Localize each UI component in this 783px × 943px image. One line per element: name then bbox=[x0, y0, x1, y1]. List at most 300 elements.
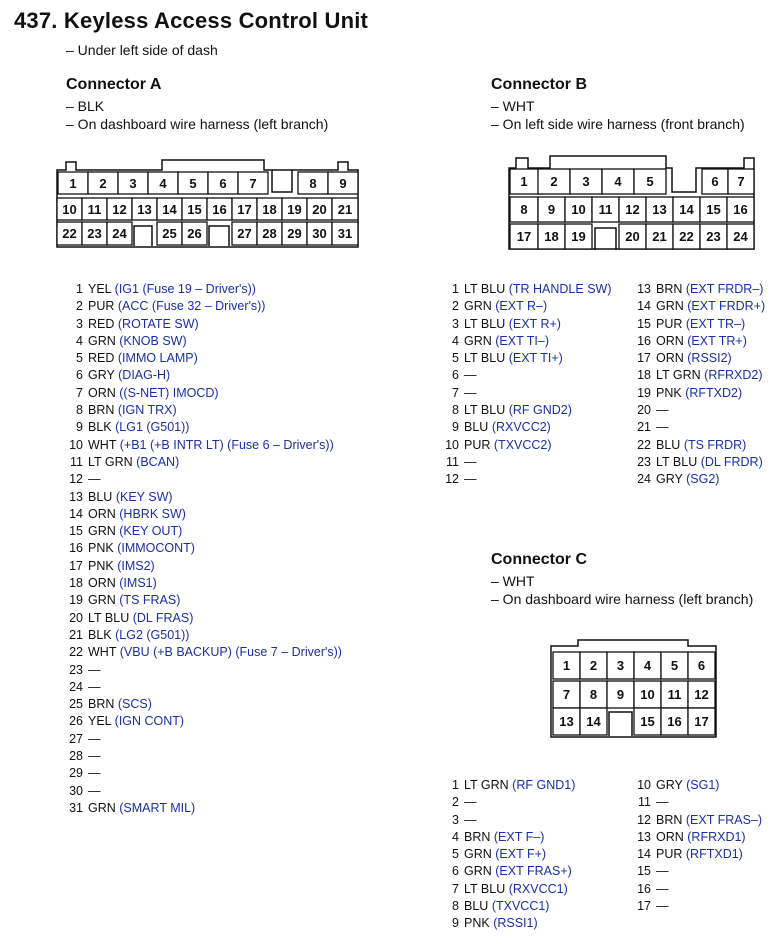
pin-label: 18 bbox=[262, 202, 277, 217]
pin-number: 11 bbox=[70, 454, 83, 469]
pin-number: 8 bbox=[452, 403, 459, 418]
pin-number: 10 bbox=[637, 778, 651, 792]
wire-color: BLK bbox=[88, 627, 112, 642]
connector-c-pin-list-left bbox=[440, 777, 575, 933]
signal-name: (KEY OUT) bbox=[119, 524, 183, 539]
wire-color: GRN bbox=[88, 593, 116, 608]
wire-color: — bbox=[88, 783, 101, 798]
signal-name: (EXT FRDR–) bbox=[685, 282, 764, 296]
pin-label: 6 bbox=[219, 176, 227, 191]
signal-name: (TR HANDLE SW) bbox=[508, 282, 612, 296]
wire-color: PNK bbox=[656, 385, 682, 400]
wire-color: — bbox=[464, 385, 477, 400]
pin-label: 22 bbox=[679, 229, 694, 244]
pin-row bbox=[629, 454, 765, 471]
signal-name: (TXVCC1) bbox=[491, 899, 550, 914]
wire-color: ORN bbox=[656, 829, 684, 844]
pin-label: 5 bbox=[670, 658, 679, 673]
pin-row bbox=[64, 523, 342, 540]
wire-color: LT GRN bbox=[656, 368, 701, 383]
connector-b-location: – On left side wire harness (front branch) bbox=[491, 116, 745, 132]
pin-number: 6 bbox=[452, 368, 459, 383]
pin-label: 12 bbox=[694, 687, 709, 702]
pin-number: 4 bbox=[76, 333, 83, 348]
wire-color: — bbox=[464, 472, 477, 487]
pin-label: 4 bbox=[643, 658, 652, 673]
wire-color: — bbox=[464, 454, 477, 469]
pin-label: 27 bbox=[237, 226, 252, 241]
pin-number: 14 bbox=[637, 847, 651, 862]
signal-name: (IMS1) bbox=[119, 576, 157, 591]
pin-row bbox=[64, 471, 342, 488]
signal-name: (KEY SW) bbox=[115, 489, 173, 504]
signal-name: (EXT TI–) bbox=[495, 333, 549, 348]
pin-label: 6 bbox=[711, 174, 719, 189]
pin-row bbox=[64, 333, 342, 350]
pin-number: 6 bbox=[452, 864, 459, 879]
wire-color: BRN bbox=[88, 403, 115, 418]
pin-number: 11 bbox=[638, 795, 651, 810]
connector-b-title: Connector B bbox=[491, 76, 587, 93]
signal-name: (RXVCC2) bbox=[491, 420, 551, 435]
pin-row bbox=[629, 316, 765, 333]
signal-name: (RF GND1) bbox=[512, 778, 576, 792]
pin-number: 24 bbox=[637, 472, 651, 487]
pin-row bbox=[64, 731, 342, 748]
pin-number: 17 bbox=[637, 899, 651, 914]
pin-number: 13 bbox=[69, 489, 83, 504]
wire-color: YEL bbox=[88, 714, 112, 729]
pin-label: 26 bbox=[187, 226, 202, 241]
signal-name: ((S-NET) IMOCD) bbox=[119, 385, 219, 400]
pin-label: 16 bbox=[733, 202, 748, 217]
wire-color: — bbox=[464, 795, 477, 810]
pin-row bbox=[64, 419, 342, 436]
pin-label: 14 bbox=[679, 202, 694, 217]
connector-a-row-3 bbox=[57, 222, 358, 246]
pin-number: 16 bbox=[637, 333, 651, 348]
pin-label: 12 bbox=[625, 202, 640, 217]
pin-row bbox=[64, 298, 342, 315]
pin-number: 16 bbox=[637, 881, 651, 896]
pin-number: 18 bbox=[637, 368, 651, 383]
wire-color: GRN bbox=[88, 524, 116, 539]
pin-number: 2 bbox=[452, 299, 459, 314]
signal-name: (SG2) bbox=[686, 472, 720, 487]
pin-row bbox=[64, 610, 342, 627]
wire-color: RED bbox=[88, 316, 115, 331]
pin-label: 10 bbox=[62, 202, 77, 217]
pin-number: 24 bbox=[69, 679, 83, 694]
pin-label: 21 bbox=[337, 202, 353, 217]
wire-color: BLU bbox=[88, 489, 113, 504]
signal-name: (BCAN) bbox=[136, 454, 180, 469]
pin-number: 3 bbox=[452, 316, 459, 331]
pin-number: 29 bbox=[69, 766, 83, 781]
signal-name: (EXT R+) bbox=[508, 316, 561, 331]
pin-number: 10 bbox=[445, 437, 459, 452]
pin-number: 6 bbox=[76, 368, 83, 383]
signal-name: (RFRXD2) bbox=[704, 368, 763, 383]
wire-color: ORN bbox=[656, 351, 684, 366]
wire-color: — bbox=[88, 662, 101, 677]
pin-label: 13 bbox=[652, 202, 667, 217]
wire-color: LT BLU bbox=[464, 351, 506, 366]
signal-name: (ACC (Fuse 32 – Driver's)) bbox=[117, 299, 266, 314]
pin-row bbox=[440, 350, 612, 367]
pin-number: 3 bbox=[76, 316, 83, 331]
pin-label: 15 bbox=[640, 714, 655, 729]
wire-color: LT BLU bbox=[464, 282, 506, 296]
pin-row bbox=[64, 575, 342, 592]
signal-name: (+B1 (+B INTR LT) (Fuse 6 – Driver's)) bbox=[119, 437, 334, 452]
signal-name: (RFRXD1) bbox=[687, 829, 746, 844]
pin-row bbox=[629, 298, 765, 315]
pin-row bbox=[64, 627, 342, 644]
pin-row bbox=[440, 437, 612, 454]
wire-color: PNK bbox=[88, 541, 114, 556]
pin-label: 11 bbox=[667, 687, 682, 702]
wire-color: BLU bbox=[464, 420, 489, 435]
signal-name: (RFTXD1) bbox=[685, 847, 743, 862]
connector-b-color: – WHT bbox=[491, 98, 535, 114]
pin-row bbox=[64, 558, 342, 575]
pin-number: 26 bbox=[69, 714, 83, 729]
signal-name: (SMART MIL) bbox=[119, 800, 196, 815]
pin-row bbox=[64, 748, 342, 765]
pin-row bbox=[440, 881, 575, 898]
pin-row bbox=[440, 367, 612, 384]
pin-label: 20 bbox=[625, 229, 640, 244]
wire-color: PNK bbox=[464, 916, 490, 931]
connector-c-row-2 bbox=[553, 681, 715, 708]
pin-row bbox=[64, 662, 342, 679]
pin-label: 3 bbox=[616, 658, 625, 673]
pin-row bbox=[440, 846, 575, 863]
signal-name: (DL FRDR) bbox=[700, 454, 763, 469]
wire-color: BRN bbox=[464, 829, 491, 844]
pin-number: 19 bbox=[69, 593, 83, 608]
pin-label: 3 bbox=[582, 174, 590, 189]
connector-b-pin-list-right bbox=[629, 281, 765, 489]
wire-color: — bbox=[464, 812, 477, 827]
pin-label: 8 bbox=[520, 202, 528, 217]
wire-color: PUR bbox=[464, 437, 491, 452]
signal-name: (SCS) bbox=[117, 697, 152, 712]
pin-label: 19 bbox=[287, 202, 302, 217]
pin-row bbox=[64, 540, 342, 557]
signal-name: (RSSI2) bbox=[687, 351, 732, 366]
pin-number: 31 bbox=[69, 800, 83, 815]
pin-row bbox=[64, 454, 342, 471]
signal-name: (IG1 (Fuse 19 – Driver's)) bbox=[114, 282, 256, 296]
signal-name: (SG1) bbox=[686, 778, 720, 792]
pin-number: 9 bbox=[452, 420, 459, 435]
pin-row bbox=[64, 592, 342, 609]
signal-name: (LG1 (G501)) bbox=[115, 420, 190, 435]
pin-number: 15 bbox=[69, 524, 83, 539]
wire-color: GRN bbox=[656, 299, 684, 314]
pin-row bbox=[629, 350, 765, 367]
wire-color: LT GRN bbox=[88, 454, 133, 469]
wire-color: — bbox=[88, 766, 101, 781]
wire-color: ORN bbox=[88, 576, 116, 591]
signal-name: (ROTATE SW) bbox=[117, 316, 199, 331]
wire-color: GRN bbox=[464, 299, 492, 314]
wire-color: BLU bbox=[464, 899, 489, 914]
signal-name: (EXT TR+) bbox=[687, 333, 747, 348]
pin-label: 7 bbox=[562, 687, 571, 702]
wire-color: ORN bbox=[88, 385, 116, 400]
connector-b-pin-list-left bbox=[440, 281, 612, 489]
signal-name: (TXVCC2) bbox=[493, 437, 552, 452]
pin-label: 28 bbox=[262, 226, 277, 241]
pin-row bbox=[64, 679, 342, 696]
pin-label: 2 bbox=[550, 174, 558, 189]
pin-label: 29 bbox=[287, 226, 302, 241]
pin-row bbox=[440, 471, 612, 488]
pin-row bbox=[629, 881, 762, 898]
pin-row bbox=[64, 437, 342, 454]
pin-row bbox=[629, 333, 765, 350]
connector-c-title: Connector C bbox=[491, 551, 587, 568]
pin-label: 9 bbox=[547, 202, 556, 217]
connector-a-pin-list bbox=[64, 281, 342, 817]
pin-label: 4 bbox=[614, 174, 622, 189]
pin-number: 23 bbox=[69, 662, 83, 677]
wire-color: WHT bbox=[88, 645, 117, 660]
connector-c-pin-list-right bbox=[629, 777, 762, 915]
wire-color: LT BLU bbox=[656, 454, 698, 469]
pin-label: 18 bbox=[544, 229, 559, 244]
signal-name: (TS FRDR) bbox=[683, 437, 747, 452]
pin-number: 21 bbox=[69, 627, 83, 642]
pin-row bbox=[64, 316, 342, 333]
pin-label: 16 bbox=[667, 714, 682, 729]
wire-color: PUR bbox=[88, 299, 115, 314]
pin-number: 12 bbox=[637, 812, 651, 827]
pin-row bbox=[440, 794, 575, 811]
connector-a-row-1 bbox=[58, 172, 358, 194]
pin-label: 14 bbox=[586, 714, 601, 729]
wire-color: LT BLU bbox=[88, 610, 130, 625]
wire-color: — bbox=[88, 472, 101, 487]
pin-number: 2 bbox=[452, 795, 459, 810]
signal-name: (RSSI1) bbox=[493, 916, 538, 931]
signal-name: (EXT F+) bbox=[495, 847, 547, 862]
wire-color: YEL bbox=[88, 282, 112, 296]
pin-row bbox=[629, 777, 762, 794]
wire-color: PNK bbox=[88, 558, 114, 573]
wire-color: LT BLU bbox=[464, 881, 506, 896]
pin-label: 2 bbox=[99, 176, 107, 191]
pin-label: 7 bbox=[249, 176, 257, 191]
wire-color: GRN bbox=[464, 864, 492, 879]
pin-label: 10 bbox=[640, 687, 655, 702]
pin-row bbox=[440, 419, 612, 436]
pin-label: 30 bbox=[312, 226, 327, 241]
wire-color: — bbox=[656, 420, 669, 435]
wire-color: GRY bbox=[656, 472, 683, 487]
pin-row bbox=[440, 915, 575, 932]
pin-row bbox=[629, 419, 765, 436]
pin-label: 1 bbox=[69, 176, 77, 191]
pin-number: 16 bbox=[69, 541, 83, 556]
pin-number: 21 bbox=[637, 420, 651, 435]
signal-name: (RF GND2) bbox=[508, 403, 572, 418]
signal-name: (EXT FRDR+) bbox=[687, 299, 766, 314]
pin-number: 8 bbox=[76, 403, 83, 418]
pin-number: 23 bbox=[637, 454, 651, 469]
pin-row bbox=[440, 298, 612, 315]
wire-color: — bbox=[656, 403, 669, 418]
signal-name: (IMMOCONT) bbox=[117, 541, 195, 556]
pin-number: 9 bbox=[76, 420, 83, 435]
pin-label: 23 bbox=[87, 226, 102, 241]
pin-label: 5 bbox=[646, 174, 654, 189]
pin-number: 7 bbox=[452, 881, 459, 896]
wire-color: BRN bbox=[656, 812, 683, 827]
wire-color: RED bbox=[88, 351, 115, 366]
wire-color: PUR bbox=[656, 847, 683, 862]
pin-label: 15 bbox=[706, 202, 721, 217]
pin-label: 23 bbox=[706, 229, 721, 244]
wire-color: LT GRN bbox=[464, 778, 509, 792]
pin-row bbox=[64, 281, 342, 298]
pin-row bbox=[440, 898, 575, 915]
pin-label: 25 bbox=[162, 226, 177, 241]
wire-color: ORN bbox=[88, 506, 116, 521]
connector-a-diagram bbox=[54, 158, 364, 250]
signal-name: (EXT FRAS+) bbox=[495, 864, 572, 879]
pin-row bbox=[440, 316, 612, 333]
signal-name: (IMS2) bbox=[117, 558, 155, 573]
signal-name: (VBU (+B BACKUP) (Fuse 7 – Driver's)) bbox=[119, 645, 342, 660]
pin-number: 1 bbox=[452, 282, 459, 296]
pin-row bbox=[64, 506, 342, 523]
pin-row bbox=[440, 812, 575, 829]
pin-row bbox=[629, 846, 762, 863]
pin-label: 9 bbox=[339, 176, 347, 191]
wire-color: BLK bbox=[88, 420, 112, 435]
pin-label: 4 bbox=[159, 176, 167, 191]
pin-number: 11 bbox=[446, 454, 459, 469]
wire-color: GRN bbox=[88, 333, 116, 348]
pin-row bbox=[64, 402, 342, 419]
pin-row bbox=[440, 385, 612, 402]
pin-number: 30 bbox=[69, 783, 83, 798]
pin-label: 13 bbox=[137, 202, 152, 217]
signal-name: (DIAG-H) bbox=[118, 368, 171, 383]
pin-number: 17 bbox=[69, 558, 83, 573]
pin-label: 22 bbox=[62, 226, 77, 241]
pin-row bbox=[64, 367, 342, 384]
wire-color: GRY bbox=[88, 368, 115, 383]
pin-number: 1 bbox=[452, 778, 459, 792]
pin-label: 13 bbox=[559, 714, 574, 729]
signal-name: (IGN TRX) bbox=[117, 403, 177, 418]
signal-name: (EXT FRAS–) bbox=[685, 812, 763, 827]
pin-label: 11 bbox=[598, 202, 613, 217]
pin-label: 15 bbox=[187, 202, 202, 217]
pin-label: 9 bbox=[616, 687, 625, 702]
wire-color: BRN bbox=[656, 282, 683, 296]
connector-c-location: – On dashboard wire harness (left branch) bbox=[491, 591, 754, 607]
pin-label: 2 bbox=[589, 658, 598, 673]
pin-row bbox=[440, 863, 575, 880]
pin-number: 4 bbox=[452, 829, 459, 844]
pin-number: 5 bbox=[452, 351, 459, 366]
pin-number: 13 bbox=[637, 829, 651, 844]
pin-number: 14 bbox=[69, 506, 83, 521]
signal-name: (EXT R–) bbox=[495, 299, 548, 314]
pin-row bbox=[629, 471, 765, 488]
pin-label: 17 bbox=[694, 714, 709, 729]
pin-number: 5 bbox=[76, 351, 83, 366]
pin-label: 6 bbox=[697, 658, 706, 673]
pin-label: 24 bbox=[112, 226, 127, 241]
pin-number: 4 bbox=[452, 333, 459, 348]
pin-row bbox=[440, 333, 612, 350]
signal-name: (DL FRAS) bbox=[132, 610, 194, 625]
pin-number: 7 bbox=[76, 385, 83, 400]
pin-label: 21 bbox=[652, 229, 667, 244]
wire-color: GRN bbox=[464, 333, 492, 348]
pin-number: 13 bbox=[637, 282, 651, 296]
wire-color: — bbox=[464, 368, 477, 383]
pin-number: 2 bbox=[76, 299, 83, 314]
pin-label: 14 bbox=[162, 202, 177, 217]
pin-row bbox=[629, 367, 765, 384]
pin-number: 22 bbox=[69, 645, 83, 660]
pin-number: 7 bbox=[452, 385, 459, 400]
pin-number: 14 bbox=[637, 299, 651, 314]
pin-row bbox=[440, 829, 575, 846]
pin-row bbox=[629, 829, 762, 846]
pin-number: 10 bbox=[69, 437, 83, 452]
wire-color: WHT bbox=[88, 437, 117, 452]
connector-a-location: – On dashboard wire harness (left branch) bbox=[66, 116, 329, 132]
signal-name: (EXT F–) bbox=[493, 829, 545, 844]
pin-number: 20 bbox=[637, 403, 651, 418]
pin-number: 12 bbox=[445, 472, 459, 487]
pin-label: 19 bbox=[571, 229, 586, 244]
signal-name: (KNOB SW) bbox=[119, 333, 187, 348]
pin-number: 28 bbox=[69, 749, 83, 764]
page-title: 437. Keyless Access Control Unit bbox=[14, 8, 369, 33]
unit-location: – Under left side of dash bbox=[66, 42, 218, 58]
pin-label: 5 bbox=[189, 176, 197, 191]
pin-number: 15 bbox=[637, 316, 651, 331]
signal-name: (HBRK SW) bbox=[119, 506, 186, 521]
wire-color: GRN bbox=[464, 847, 492, 862]
wire-color: BLU bbox=[656, 437, 681, 452]
wire-color: — bbox=[88, 731, 101, 746]
pin-label: 8 bbox=[309, 176, 317, 191]
pin-number: 19 bbox=[637, 385, 651, 400]
connector-c-row-1 bbox=[553, 652, 715, 679]
wire-color: — bbox=[656, 864, 669, 879]
pin-row bbox=[64, 713, 342, 730]
pin-label: 1 bbox=[520, 174, 528, 189]
signal-name: (IGN CONT) bbox=[114, 714, 185, 729]
wire-color: — bbox=[88, 749, 101, 764]
pin-row bbox=[629, 863, 762, 880]
signal-name: (IMMO LAMP) bbox=[117, 351, 198, 366]
pin-row bbox=[64, 783, 342, 800]
pin-label: 12 bbox=[112, 202, 127, 217]
connector-c-diagram bbox=[548, 638, 720, 740]
